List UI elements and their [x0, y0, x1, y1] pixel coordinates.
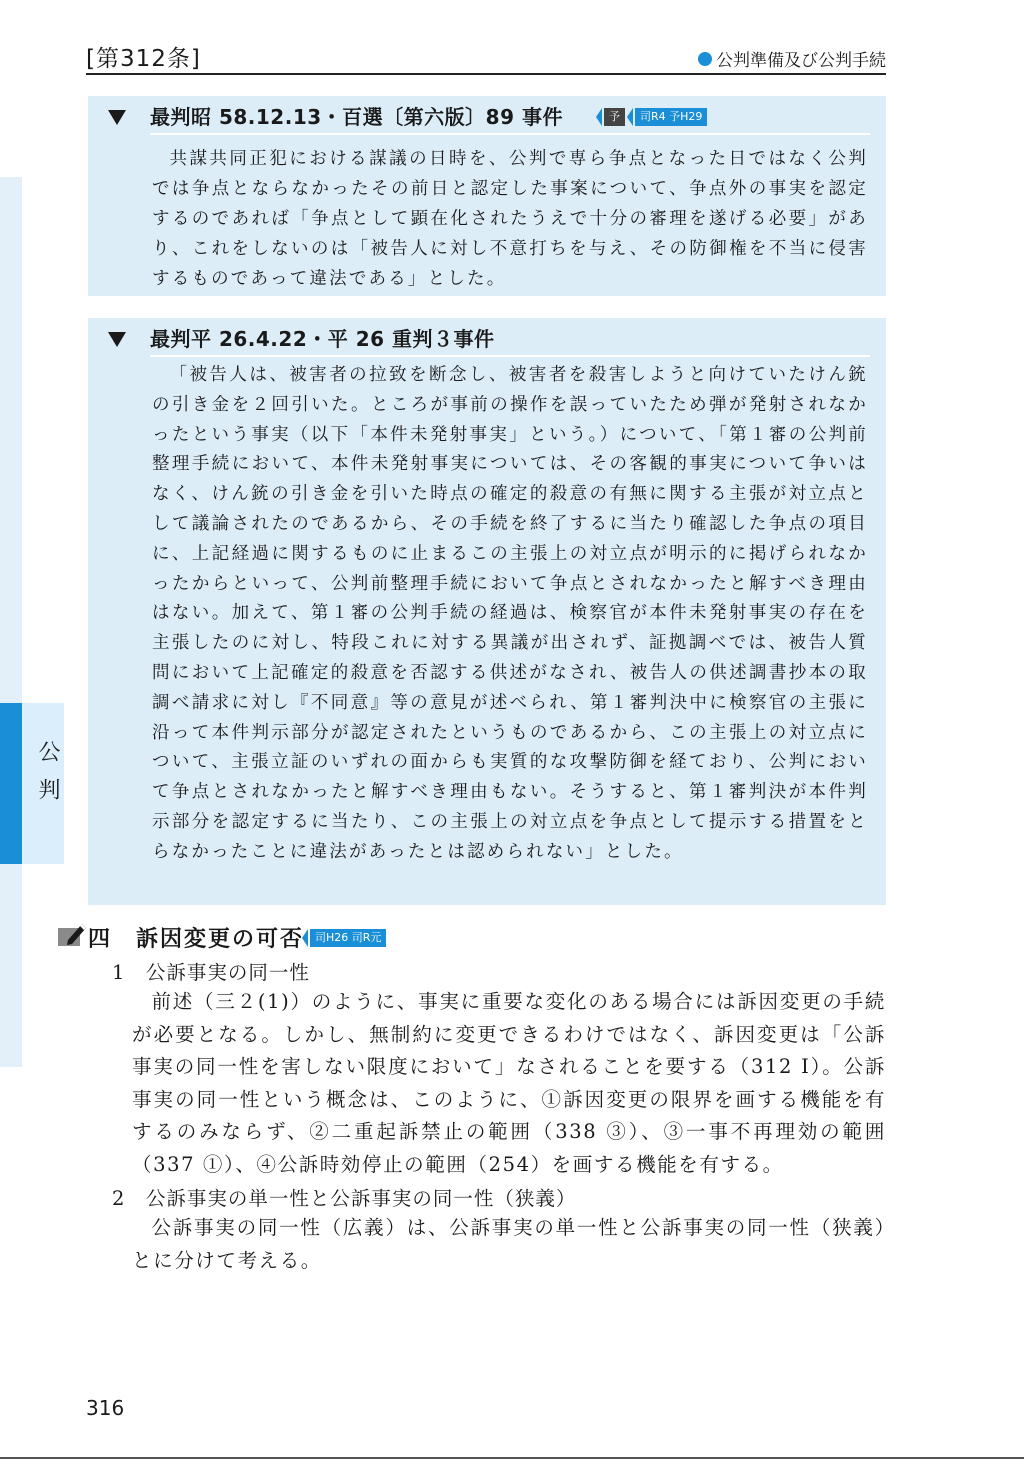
- case-title-underline: [150, 355, 870, 357]
- article-tag: [第312条]: [86, 46, 201, 72]
- case-box-2: [88, 318, 886, 905]
- triangle-down-icon: [108, 332, 126, 347]
- side-strip: [0, 177, 22, 1067]
- blue-dot-icon: [698, 52, 712, 66]
- case-title-underline: [150, 133, 870, 135]
- subsection-heading: 2 公訴事実の単一性と公訴事実の同一性（狭義）: [112, 1187, 577, 1210]
- case-summary: 共謀共同正犯における謀議の日時を、公判で専ら争点となった日ではなく公判では争点とならなかったその前日と認定した事案について、争点外の事実を認定するのであれば「争点として顕在化されたうえで十分の審理を遂げる必要」があり、これをしないのは「被告人に対し不意打ちを与え、その防御権を不当に侵害するものであって違法である」とした。: [152, 149, 868, 289]
- subsection-body: 公訴事実の同一性（広義）は、公訴事実の単一性と公訴事実の同一性（狭義）とに分けて考える。: [132, 1216, 886, 1272]
- subsection-heading: 1 公訴事実の同一性: [112, 961, 310, 984]
- side-tab-label: 公判: [35, 740, 60, 816]
- case-header: [88, 96, 886, 136]
- page-number: 316: [86, 1396, 125, 1420]
- case-badges: [596, 108, 707, 126]
- arrow-badge-icon: [302, 929, 308, 947]
- pen-icon: [58, 920, 86, 948]
- arrow-badge-icon: [627, 108, 633, 126]
- case-header: [88, 318, 886, 358]
- side-tab: [0, 703, 22, 864]
- exam-badge: 司H26 司R元: [310, 929, 386, 947]
- running-section-label: 公判準備及び公判手続: [716, 51, 886, 71]
- section-title: 四 訴因変更の可否: [88, 926, 305, 952]
- running-section-title: [698, 46, 886, 71]
- triangle-down-icon: [108, 110, 126, 125]
- exam-badge: 予: [604, 108, 625, 126]
- case-box-1: [88, 96, 886, 296]
- header-rule: [86, 73, 886, 75]
- case-title: 最判平 26.4.22・平 26 重判３事件: [150, 327, 495, 351]
- exam-badge: 司R4 予H29: [635, 108, 707, 126]
- section-badges: [302, 929, 386, 947]
- case-summary: 「被告人は、被害者の拉致を断念し、被害者を殺害しようと向けていたけん銃の引き金を２回引いた。ところが事前の操作を誤っていたため弾が発射されなかったという事実（以下「本件未発射事実」という。）について、「第１審の公判前整理手続において、本件未発射事実については、その客観的事実について争いはなく、けん銃の引き金を引いた時点の確定的殺意の有無に関する主張が対立点として議論されたのであるから、その手続を終了するに当たり確認した争点の項目に、上記経過に関するものに止まるこの主張上の対立点が明示的に掲げられなかったからといって、公判前整理手続において争点とされなかったと解すべき理由はない。加えて、第１審の公判手続の経過は、検察官が本件未発射事実の存在を主張したのに対し、特段これに対する異議が出されず、証拠調べでは、被告人質問において上記確定的殺意を否認する供述がなされ、被告人の供述調書抄本の取調べ請求に対し『不同意』等の意見が述べられ、第１審判決中に検察官の主張に沿って本件判示部分が認定されたというものであるから、この主張上の対立点について、主張立証のいずれの面からも実質的な攻撃防御を経ており、公判において争点とされなかったと解すべき理由もない。そうすると、第１審判決が本件判示部分を認定するに当たり、この主張上の対立点を争点として提示する措置をとらなかったことに違法があったとは認められない」とした。: [152, 365, 868, 862]
- subsection-body: 前述（三２(1)）のように、事実に重要な変化のある場合には訴因変更の手続が必要となる。しかし、無制約に変更できるわけではなく、訴因変更は「公訴事実の同一性を害しない限度において」なされることを要する（312 Ⅰ）。公訴事実の同一性という概念は、このように、①訴因変更の限界を画する機能を有するのみならず、②二重起訴禁止の範囲（338 ③）、③一事不再理効の範囲（337 ①）、④公訴時効停止の範囲（254）を画する機能を有する。: [132, 990, 886, 1176]
- section-heading: [58, 918, 888, 954]
- case-title: 最判昭 58.12.13・百選〔第六版〕89 事件: [150, 105, 563, 129]
- arrow-badge-icon: [596, 108, 602, 126]
